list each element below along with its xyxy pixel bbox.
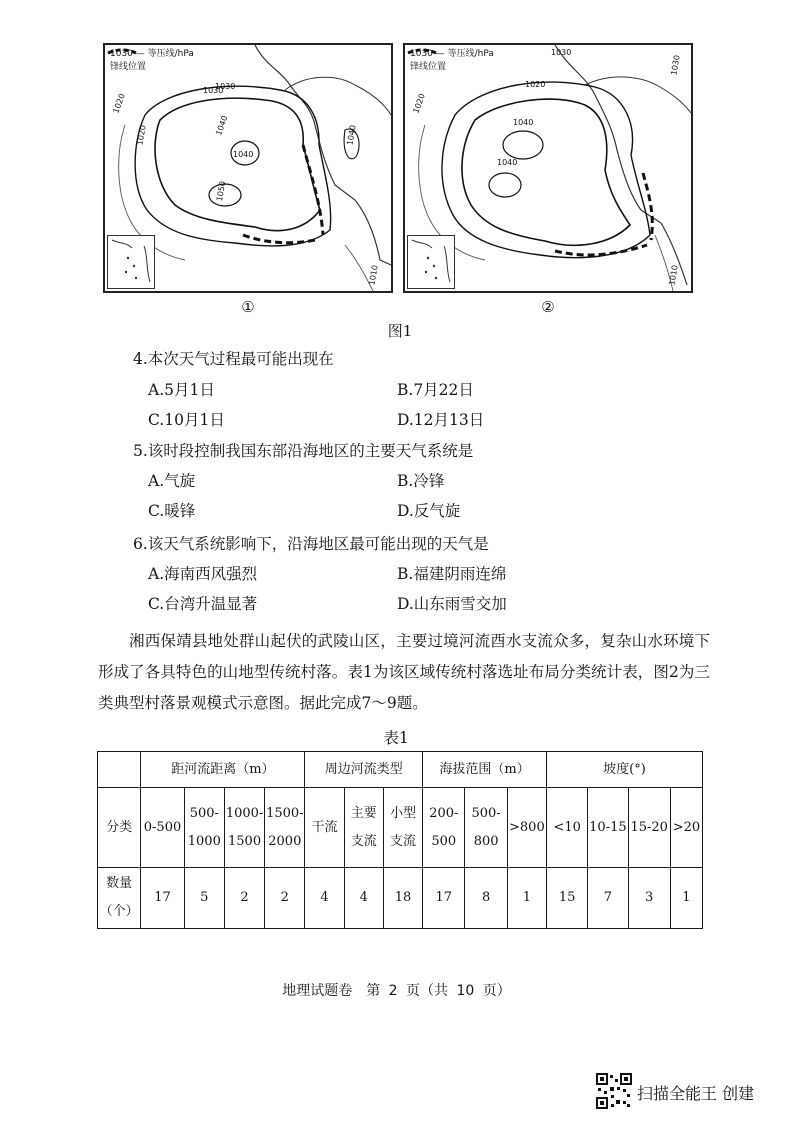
table-class-cell: 干流 <box>305 788 344 868</box>
question-5-option-b[interactable]: B.冷锋 <box>397 472 445 490</box>
table-class-cell: 200-500 <box>423 788 465 868</box>
figure-caption: 图1 <box>387 322 413 340</box>
front-line-icon <box>107 47 137 55</box>
map-1-legend <box>107 47 197 75</box>
map-1-isobar-label: 1020 <box>111 92 127 115</box>
weather-map-1 <box>103 43 393 293</box>
map-1-number: ① <box>241 298 255 316</box>
front-line-icon <box>407 47 437 55</box>
table-caption: 表1 <box>383 729 409 747</box>
legend-front-row <box>410 61 494 74</box>
table-class-cell: 0-500 <box>141 788 184 868</box>
map-1-isobar-label: 1030 <box>215 82 236 91</box>
question-6-option-b[interactable]: B.福建阴雨连绵 <box>397 565 507 583</box>
table-class-cell: 小型支流 <box>383 788 422 868</box>
question-6-stem: 6.该天气系统影响下，沿海地区最可能出现的天气是 <box>133 535 489 553</box>
scanner-watermark: 扫描全能王 创建 <box>637 1084 755 1103</box>
question-6-option-a[interactable]: A.海南西风强烈 <box>148 565 258 583</box>
map-2-isobar-label: 1040 <box>497 158 518 167</box>
table-class-cell: 15-20 <box>628 788 670 868</box>
map-1-isobar-label: 1040 <box>345 124 358 146</box>
question-5-option-d[interactable]: D.反气旋 <box>397 502 461 520</box>
table-group-header: 海拔范围（m） <box>423 752 547 788</box>
question-5-option-a[interactable]: A.气旋 <box>148 472 196 490</box>
legend-front-label: 锋线位置 <box>110 62 147 72</box>
table-corner-cell <box>98 752 141 788</box>
table-group-header: 距河流距离（m） <box>141 752 305 788</box>
table-class-cell: 1500-2000 <box>265 788 305 868</box>
table-count-cell: 4 <box>344 868 383 929</box>
map-2-isobar-label: 1030 <box>551 48 572 57</box>
table-count-cell: 17 <box>141 868 184 929</box>
legend-isobar-label: 1030 — 等压线/hPa <box>110 49 194 59</box>
question-6-option-d[interactable]: D.山东雨雪交加 <box>397 595 507 613</box>
table-class-cell: >20 <box>670 788 702 868</box>
table-class-cell: 1000-1500 <box>224 788 264 868</box>
table-count-cell: 3 <box>628 868 670 929</box>
question-4-option-b[interactable]: B.7月22日 <box>397 381 474 399</box>
table-class-row <box>98 788 703 868</box>
village-statistics-table <box>97 751 703 929</box>
question-4-option-a[interactable]: A.5月1日 <box>148 381 215 399</box>
map-1-isobar-label: 1050 <box>215 180 228 202</box>
table-class-cell: 500-800 <box>465 788 507 868</box>
map-2-isobar-label: 1010 <box>667 264 680 286</box>
table-group-header: 周边河流类型 <box>305 752 423 788</box>
question-4-option-c[interactable]: C.10月1日 <box>148 411 225 429</box>
table-count-cell: 18 <box>383 868 422 929</box>
page-footer: 地理试题卷 第 2 页（共 10 页） <box>282 983 511 999</box>
table-group-header: 坡度(°) <box>547 752 703 788</box>
table-count-cell: 5 <box>184 868 224 929</box>
question-4-option-d[interactable]: D.12月13日 <box>397 411 485 429</box>
question-4-stem: 4.本次天气过程最可能出现在 <box>133 350 334 368</box>
table-class-cell: 500-1000 <box>184 788 224 868</box>
table-count-cell: 7 <box>588 868 628 929</box>
map-2-number: ② <box>541 298 555 316</box>
table-class-cell: <10 <box>547 788 588 868</box>
table-count-cell: 1 <box>670 868 702 929</box>
legend-front-row <box>110 61 194 74</box>
table-row-label: 分类 <box>98 788 141 868</box>
table-count-cell: 2 <box>224 868 264 929</box>
passage-text: 湘西保靖县地处群山起伏的武陵山区，主要过境河流酉水支流众多，复杂山水环境下形成了各具特色的山地型传统村落。表1为该区域传统村落选址布局分类统计表，图2为三类典型村落景观模式示意图。据此完成7～9题。 <box>98 632 710 712</box>
table-count-cell: 4 <box>305 868 344 929</box>
table-class-cell: 10-15 <box>588 788 628 868</box>
table-class-cell: >800 <box>507 788 546 868</box>
table-row-label: 数量（个） <box>98 868 141 929</box>
question-5-option-c[interactable]: C.暖锋 <box>148 502 196 520</box>
inset-drawing <box>408 236 452 286</box>
map-1-isobar-label: 1040 <box>233 150 254 159</box>
weather-map-2 <box>403 43 693 293</box>
map-2-legend <box>407 47 497 75</box>
table-count-cell: 8 <box>465 868 507 929</box>
table-count-row <box>98 868 703 929</box>
table-group-header-row <box>98 752 703 788</box>
map-2-isobar-label: 1020 <box>411 92 427 115</box>
question-6-option-c[interactable]: C.台湾升温显著 <box>148 595 258 613</box>
table-count-cell: 15 <box>547 868 588 929</box>
south-china-sea-inset <box>407 235 455 289</box>
map-1-isobar-label: 1010 <box>367 264 380 286</box>
map-1-isobar-label: 1030 <box>203 86 224 95</box>
qr-code-icon <box>596 1073 632 1109</box>
table-count-cell: 17 <box>423 868 465 929</box>
legend-isobar-label: 1030 — 等压线/hPa <box>410 49 494 59</box>
map-2-isobar-label: 1040 <box>513 118 534 127</box>
map-2-isobar-label: 1030 <box>669 54 682 76</box>
table-class-cell: 主要支流 <box>344 788 383 868</box>
table-count-cell: 1 <box>507 868 546 929</box>
map-2-isobar-label: 1020 <box>525 80 546 89</box>
legend-front-label: 锋线位置 <box>410 62 447 72</box>
question-5-stem: 5.该时段控制我国东部沿海地区的主要天气系统是 <box>133 442 474 460</box>
map-1-isobar-label: 1040 <box>214 114 230 137</box>
map-1-isobar-label: 1020 <box>135 124 148 146</box>
table-count-cell: 2 <box>265 868 305 929</box>
inset-drawing <box>108 236 152 286</box>
south-china-sea-inset <box>107 235 155 289</box>
